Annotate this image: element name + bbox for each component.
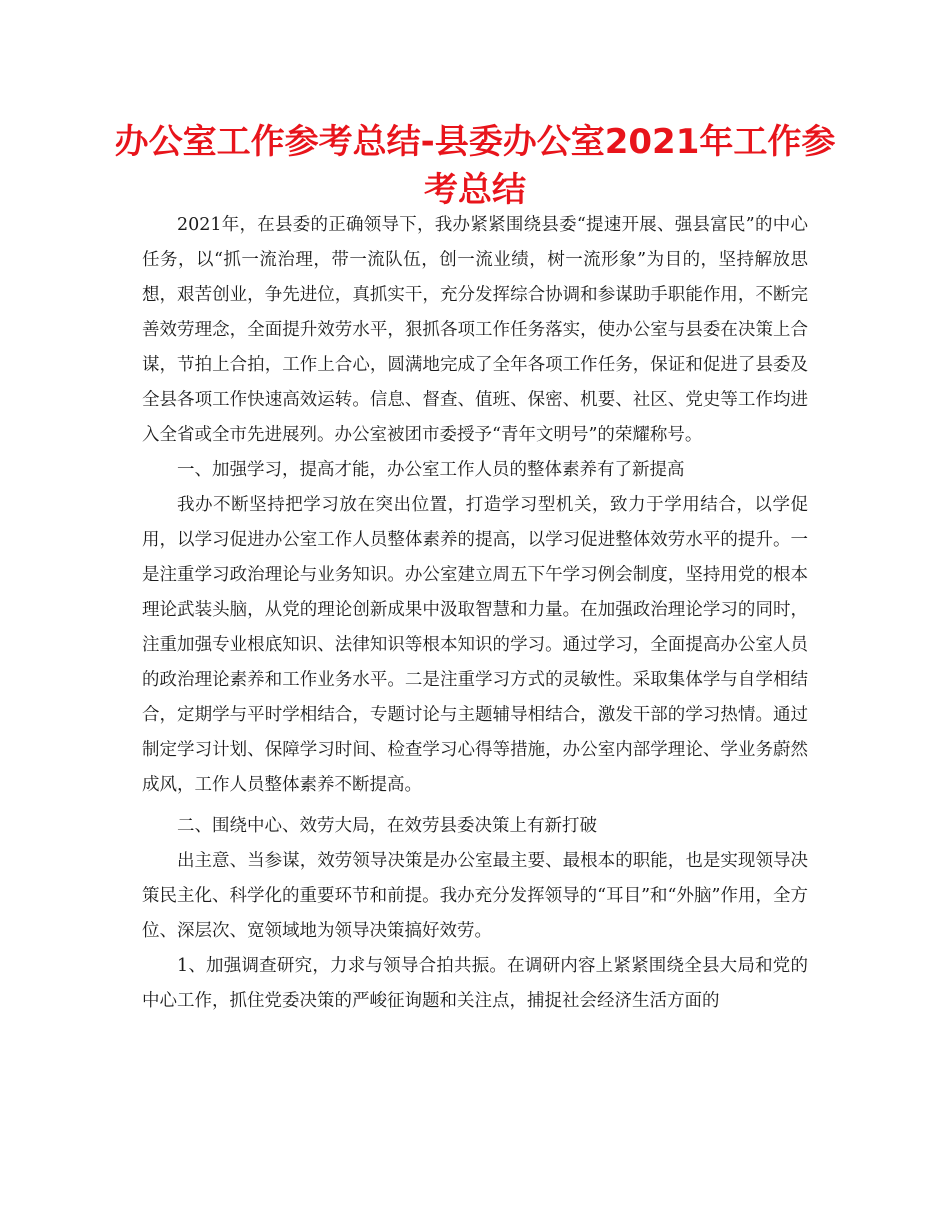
paragraph-intro: 2021年，在县委的正确领导下，我办紧紧围绕县委“提速开展、强县富民”的中心任务，以“抓一流治理，带一流队伍，创一流业绩，树一流形象”为目的，坚持解放思想，艰苦创业，争先进位，真抓实干，充分发挥综合协调和参谋助手职能作用，不断完善效劳理念，全面提升效劳水平，狠抓各项工作任务落实，使办公室与县委在决策上合谋，节拍上合拍，工作上合心，圆满地完成了全年各项工作任务，保证和促进了县委及全县各项工作快速高效运转。信息、督查、值班、保密、机要、社区、党史等工作均进入全省或全市先进展列。办公室被团市委授予“青年文明号”的荣耀称号。 — [142, 215, 808, 445]
section-heading-2: 二、围绕中心、效劳大局，在效劳县委决策上有新打破 — [177, 816, 597, 836]
section-heading-1: 一、加强学习，提高才能，办公室工作人员的整体素养有了新提高 — [177, 460, 685, 480]
document-title: 办公室工作参考总结-县委办公室2021年工作参考总结 — [114, 122, 836, 210]
paragraph-section-2: 出主意、当参谋，效劳领导决策是办公室最主要、最根本的职能，也是实现领导决策民主化、科学化的重要环节和前提。我办充分发挥领导的“耳目”和“外脑”作用，全方位、深层次、宽领域地为领导决策搞好效劳。 — [142, 851, 808, 941]
document-body — [142, 208, 808, 1019]
paragraph-section-1: 我办不断坚持把学习放在突出位置，打造学习型机关，致力于学用结合，以学促用，以学习促进办公室工作人员整体素养的提高，以学习促进整体效劳水平的提升。一是注重学习政治理论与业务知识。办公室建立周五下午学习例会制度，坚持用党的根本理论武装头脑，从党的理论创新成果中汲取智慧和力量。在加强政治理论学习的同时，注重加强专业根底知识、法律知识等根本知识的学习。通过学习，全面提高办公室人员的政治理论素养和工作业务水平。二是注重学习方式的灵敏性。采取集体学与自学相结合，定期学与平时学相结合，专题讨论与主题辅导相结合，激发干部的学习热情。通过制定学习计划、保障学习时间、检查学习心得等措施，办公室内部学理论、学业务蔚然成风，工作人员整体素养不断提高。 — [142, 495, 808, 795]
paragraph-item-1: 1、加强调查研究，力求与领导合拍共振。在调研内容上紧紧围绕全县大局和党的中心工作，抓住党委决策的严峻征询题和关注点，捕捉社会经济生活方面的 — [142, 956, 808, 1011]
